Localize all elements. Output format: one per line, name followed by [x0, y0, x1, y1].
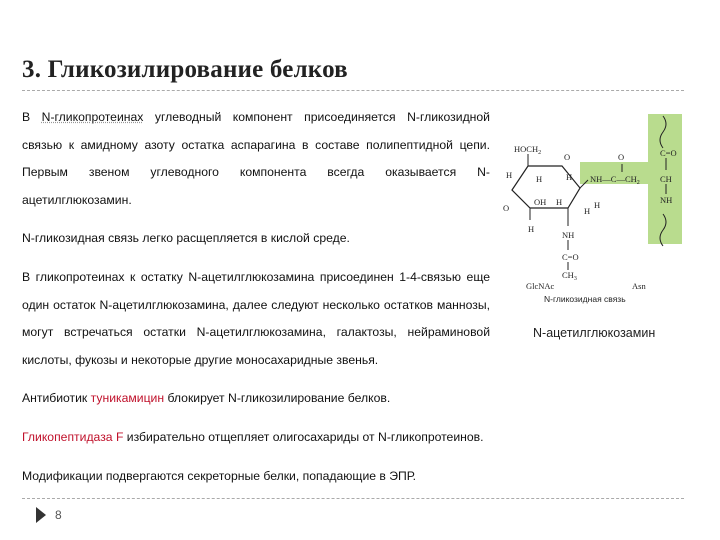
glycosidic-bond-structure	[500, 108, 700, 308]
h-label-c5: H	[506, 170, 513, 180]
slide-title: 3. Гликозилирование белков	[22, 56, 348, 83]
h-label-c4: H	[536, 174, 543, 184]
o-label-c4: O	[503, 203, 510, 213]
paragraph-6	[22, 463, 490, 491]
paragraph-text: блокирует N-гликозилирование белков.	[164, 391, 391, 406]
paragraph-text: В	[22, 110, 42, 124]
glcnac-label: GlcNAc	[526, 281, 555, 291]
highlighted-term: туникамицин	[90, 391, 165, 406]
paragraph-2	[22, 225, 490, 253]
page-number: 8	[55, 508, 62, 522]
slide-body-text	[22, 104, 490, 490]
highlighted-term: Гликопептидаза F	[22, 429, 124, 444]
c-eq-o-acetyl-label: C=O	[562, 252, 579, 262]
paragraph-3	[22, 264, 490, 374]
figure-caption: N-ацетилглюкозамин	[533, 326, 656, 340]
paragraph-text: В гликопротеинах к остатку N-ацетилглюкозамина присоединен 1-4-связью еще один остаток N-ацетилглюкозамина, далее следуют несколько остатков маннозы, могут встречаться остатки N-ацетилглюкозамина, галактозы, нейраминовой кислоты, фукозы и некоторые другие моносахаридные звенья.	[22, 269, 490, 367]
oh-label: OH	[534, 197, 547, 207]
amide-chain-label: $NH—C—CH_2$	[590, 174, 640, 186]
paragraph-text: избирательно отщепляет олигосахариды от N-гликопротеинов.	[123, 429, 484, 444]
bond-label: N-гликозидная связь	[544, 294, 626, 304]
paragraph-5	[22, 424, 490, 452]
footer-divider	[22, 498, 684, 499]
paragraph-4	[22, 385, 490, 413]
ch3-label: $CH_3$	[562, 270, 577, 282]
ring-o-label: O	[564, 152, 571, 162]
h-label-c3-down: H	[528, 224, 535, 234]
h-label-n: H	[594, 200, 601, 210]
paragraph-text: углеводный компонент присоединяется N-гликозидной связью к амидному азоту остатка аспарагина в составе полипептидной цепи. Первым звеном углеводного компонента всегда оказывается N-ацетилглюкозамин.	[22, 110, 490, 207]
title-divider	[22, 90, 684, 91]
slide-arrow-icon	[36, 507, 46, 523]
backbone-ch-label: CH	[660, 174, 672, 184]
paragraph-text: N-гликозидная связь легко расщепляется в кислой среде.	[22, 231, 350, 246]
paragraph-text: N-гликопротеинах	[41, 110, 144, 124]
backbone-c-eq-o-label: C=O	[660, 148, 677, 158]
paragraph-text: Модификации подвергаются секреторные белки, попадающие в ЭПР.	[22, 468, 417, 483]
backbone-nh-label: NH	[660, 195, 673, 205]
paragraph-text: Антибиотик	[22, 391, 91, 406]
carbonyl-o-label: O	[618, 152, 625, 162]
paragraph-1	[22, 104, 490, 214]
asn-label: Asn	[632, 281, 646, 291]
nh-acetyl-label: NH	[562, 230, 575, 240]
h-label-c3: H	[556, 197, 563, 207]
h-label-c2: H	[584, 206, 591, 216]
hoch2-label: $HOCH_2$	[514, 144, 542, 156]
h-label-c1: H	[566, 172, 573, 182]
